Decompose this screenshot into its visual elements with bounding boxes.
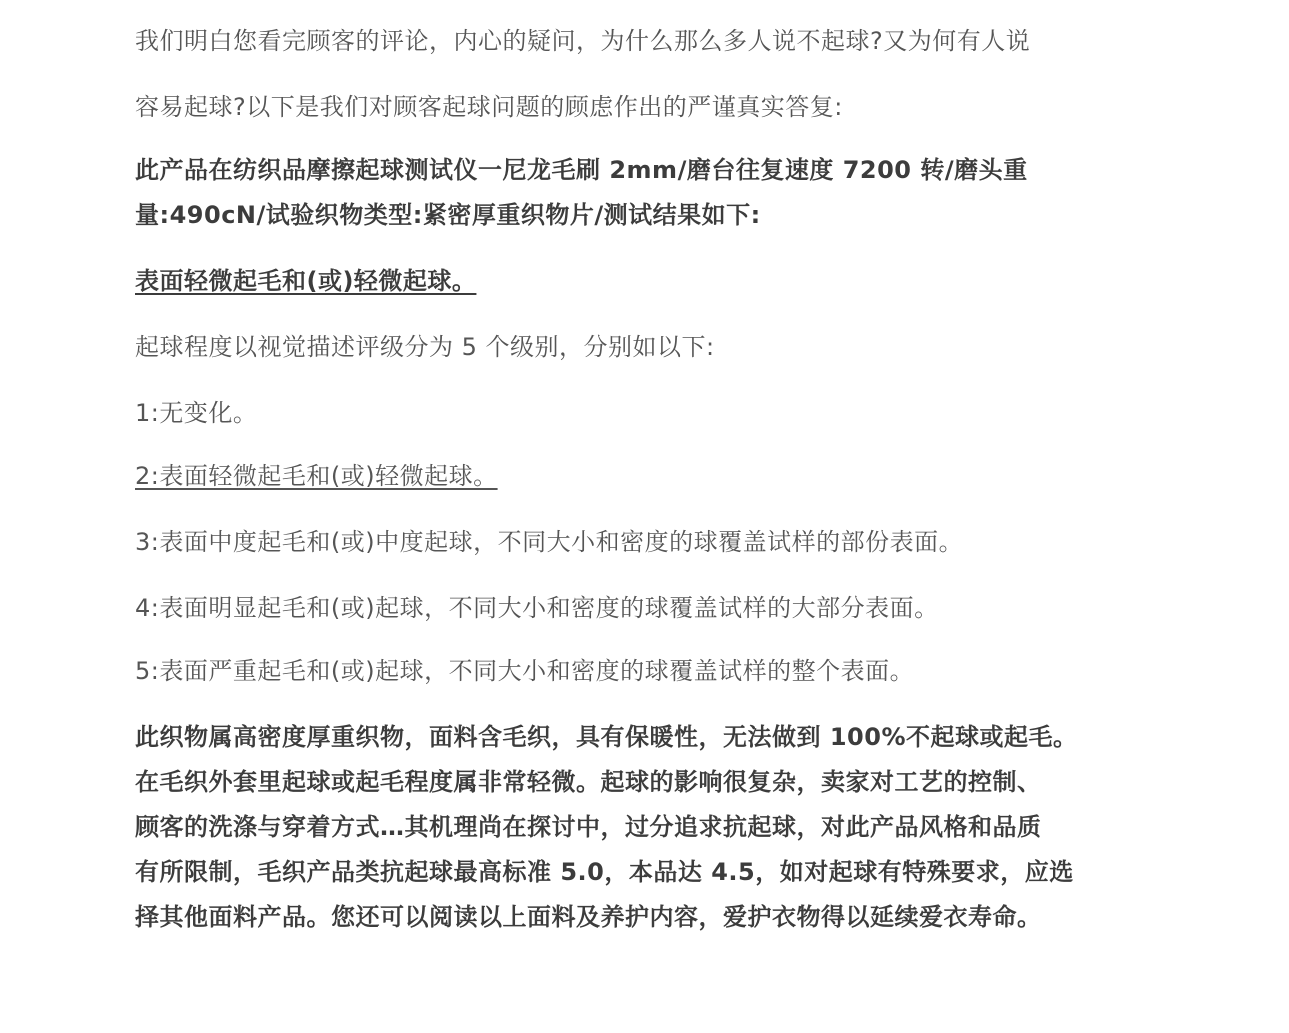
grade-item-1: 1:无变化。	[135, 399, 258, 427]
grade-item-4: 4:表面明显起毛和(或)起球，不同大小和密度的球覆盖试样的大部分表面。	[135, 594, 939, 622]
grading-intro: 起球程度以视觉描述评级分为 5 个级别，分别如以下:	[135, 333, 715, 361]
conclusion-line-4: 有所限制，毛织产品类抗起球最高标准 5.0，本品达 4.5，如对起球有特殊要求，应选	[135, 858, 1074, 886]
test-result: 表面轻微起毛和(或)轻微起球。	[135, 267, 477, 295]
conclusion-line-5: 择其他面料产品。您还可以阅读以上面料及养护内容，爱护衣物得以延续爱衣寿命。	[135, 903, 1042, 931]
intro-line-1: 我们明白您看完顾客的评论，内心的疑问，为什么那么多人说不起球?又为何有人说	[135, 27, 1031, 55]
test-line-1: 此产品在纺织品摩擦起球测试仪一尼龙毛刷 2mm/磨台往复速度 7200 转/磨头重	[135, 156, 1028, 184]
conclusion-line-2: 在毛织外套里起球或起毛程度属非常轻微。起球的影响很复杂，卖家对工艺的控制、	[135, 768, 1042, 796]
grade-item-2: 2:表面轻微起毛和(或)轻微起球。	[135, 462, 498, 490]
grade-item-5: 5:表面严重起毛和(或)起球，不同大小和密度的球覆盖试样的整个表面。	[135, 657, 915, 685]
test-line-2: 量:490cN/试验织物类型:紧密厚重织物片/测试结果如下:	[135, 201, 761, 229]
conclusion-line-1: 此织物属高密度厚重织物，面料含毛织，具有保暖性，无法做到 100%不起球或起毛。	[135, 723, 1078, 751]
intro-line-2: 容易起球?以下是我们对顾客起球问题的顾虑作出的严谨真实答复:	[135, 93, 843, 121]
conclusion-line-3: 顾客的洗涤与穿着方式…其机理尚在探讨中，过分追求抗起球，对此产品风格和品质	[135, 813, 1042, 841]
grade-item-3: 3:表面中度起毛和(或)中度起球，不同大小和密度的球覆盖试样的部份表面。	[135, 528, 964, 556]
